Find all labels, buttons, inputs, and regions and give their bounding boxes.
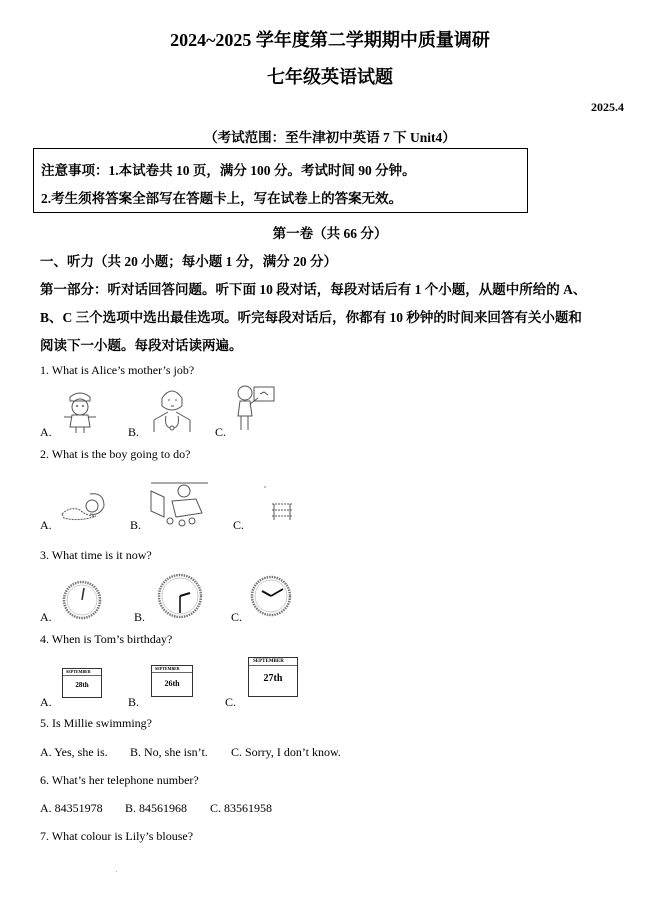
question-2: 2. What is the boy going to do? [40, 447, 191, 461]
exam-title: 2024~2025 学年度第二学期期中质量调研 [170, 30, 490, 50]
volume-heading: 第一卷（共 66 分） [272, 226, 388, 241]
q1-option-a-label: A. [40, 425, 52, 439]
calendar-a-day: 28th [75, 681, 89, 689]
q6-option-b: B. 84561968 [125, 801, 188, 815]
sleeping-boy-picture-icon [60, 488, 110, 524]
calendar-b-day: 26th [164, 679, 180, 688]
q6-option-c: C. 83561958 [210, 801, 273, 815]
question-1: 1. What is Alice’s mother’s job? [40, 363, 195, 377]
q5-option-b: B. No, she isn’t. [130, 745, 208, 759]
calendar-a [62, 668, 102, 698]
q5-option-c: C. Sorry, I don’t know. [231, 745, 341, 759]
q4-option-c-label: C. [225, 695, 237, 709]
q3-option-b-label: B. [134, 610, 146, 624]
exam-subtitle: 七年级英语试题 [267, 67, 393, 87]
q2-option-b-label: B. [130, 518, 142, 532]
question-6: 6. What’s her telephone number? [40, 773, 199, 787]
section-heading: 一、听力（共 20 小题；每小题 1 分，满分 20 分） [40, 254, 337, 269]
nurse-picture-icon [60, 389, 100, 434]
calendar-c [248, 657, 298, 697]
q3-option-a-label: A. [40, 610, 52, 624]
part-instructions-line-1: 第一部分：听对话回答问题。听下面 10 段对话，每段对话后有 1 个小题，从题中所给的 A、 [40, 282, 587, 297]
exam-date: 2025.4 [591, 100, 624, 114]
notice-line-1: 注意事项：1.本试卷共 10 页，满分 100 分。考试时间 90 分钟。 [41, 163, 416, 178]
clock-a-icon [62, 580, 102, 620]
notice-line-2: 2.考生须将答案全部写在答题卡上，写在试卷上的答案无效。 [41, 191, 403, 206]
calendar-c-month: SEPTEMBER [249, 658, 297, 666]
q5-option-a: A. Yes, she is. [40, 745, 108, 759]
q1-option-b-label: B. [128, 425, 140, 439]
doctor-picture-icon [150, 384, 195, 434]
q4-option-b-label: B. [128, 695, 140, 709]
calendar-b [151, 665, 193, 697]
notice-box [33, 148, 528, 213]
q4-option-a-label: A. [40, 695, 52, 709]
part-instructions-line-2: B、C 三个选项中选出最佳选项。听完每段对话后，你都有 10 秒钟的时间来回答有关小题和 [40, 310, 582, 325]
question-5: 5. Is Millie swimming? [40, 716, 152, 730]
calendar-a-month: SEPTEMBER [63, 669, 101, 676]
clock-c-icon [250, 575, 292, 617]
q2-option-a-label: A. [40, 518, 52, 532]
question-7: 7. What colour is Lily’s blouse? [40, 829, 194, 843]
playing-boy-picture-icon [150, 481, 210, 529]
q1-option-c-label: C. [215, 425, 227, 439]
q6-option-a: A. 84351978 [40, 801, 103, 815]
speck [116, 871, 117, 872]
question-3: 3. What time is it now? [40, 548, 152, 562]
bench-picture-icon [262, 484, 298, 524]
calendar-c-day: 27th [263, 673, 283, 684]
q2-option-c-label: C. [233, 518, 245, 532]
question-4: 4. When is Tom’s birthday? [40, 632, 173, 646]
exam-scope: （考试范围：至牛津初中英语 7 下 Unit4） [204, 130, 456, 145]
part-instructions-line-3: 阅读下一小题。每段对话读两遍。 [40, 338, 243, 353]
teacher-picture-icon [232, 384, 277, 434]
clock-b-icon [157, 573, 203, 619]
q3-option-c-label: C. [231, 610, 243, 624]
calendar-b-month: SEPTEMBER [152, 666, 192, 673]
